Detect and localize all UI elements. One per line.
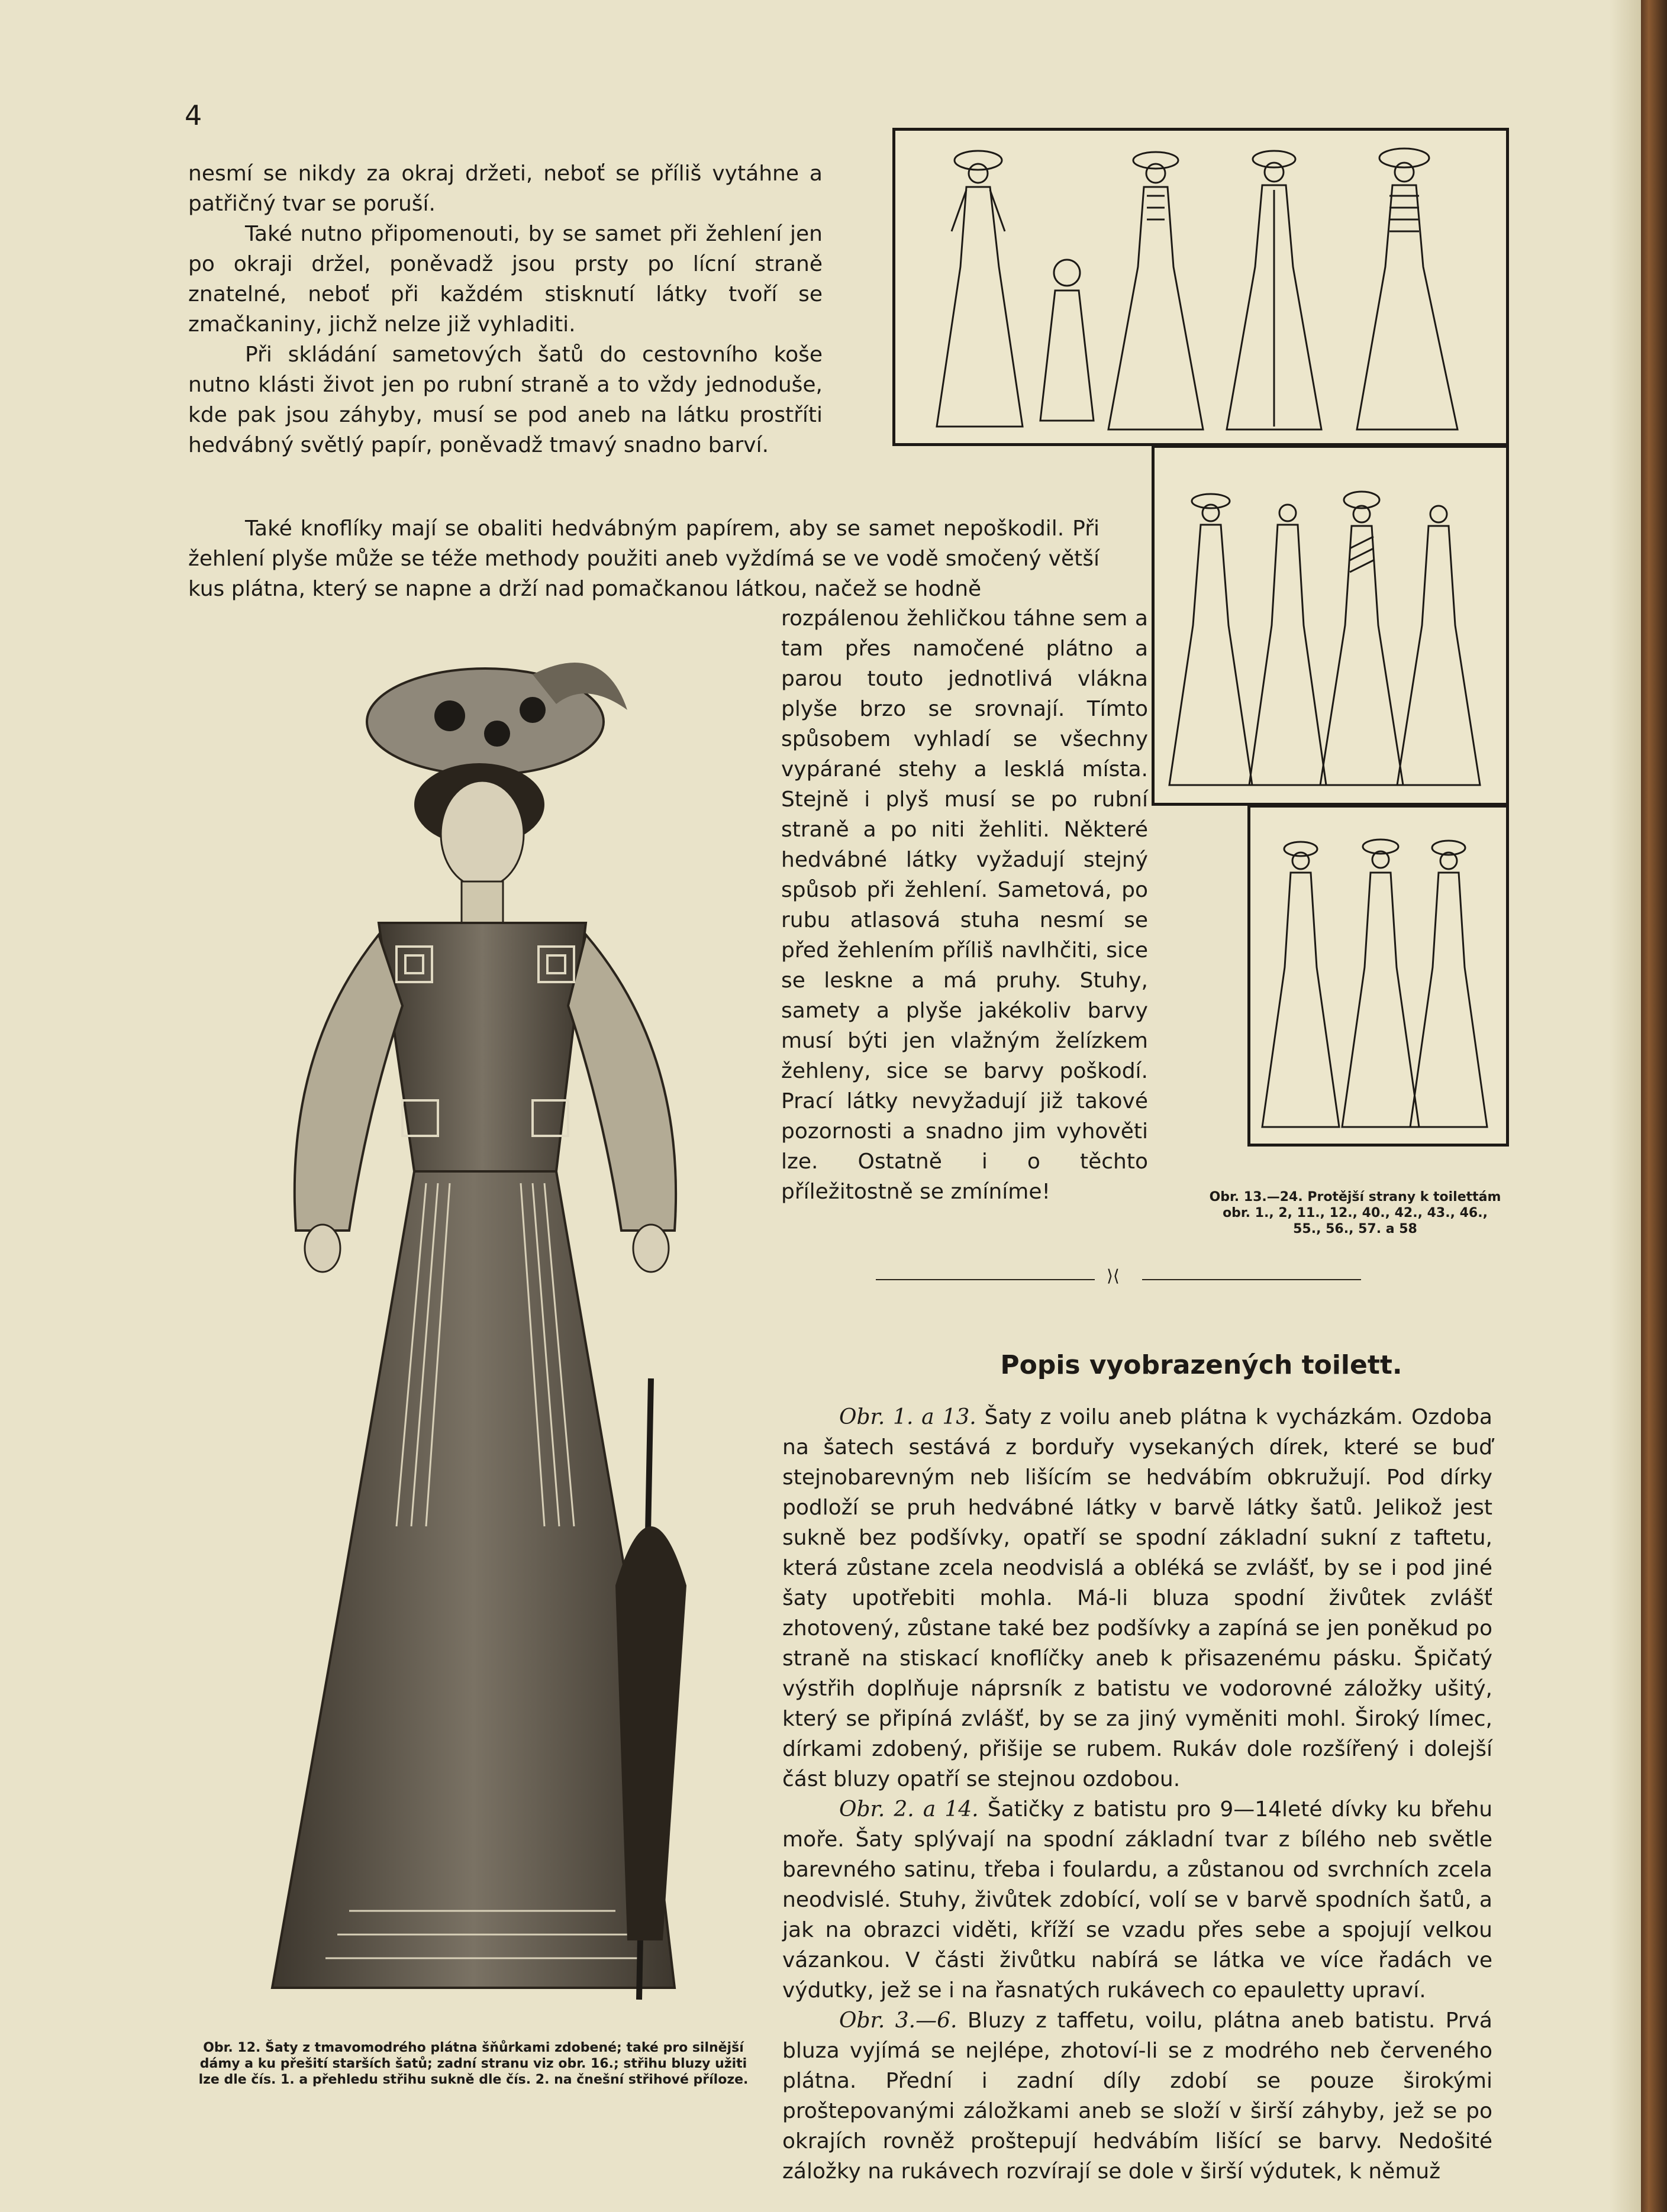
main-figure-caption: Obr. 12. Šaty z tmavomodrého plátna šňůrkami zdobené; také pro silnější dámy a ku přešití starších šatů; zadní stranu viz obr. 16.; střihu bluzy užiti lze dle čís. 1. a přehledu střihu sukně dle čís. 2. na čnešní střihové příloze.: [198, 2040, 749, 2087]
divider-line: [1142, 1279, 1361, 1280]
figure-reference: Obr. 3.—6.: [839, 2008, 957, 2033]
paragraph: nesmí se nikdy za okraj držeti, neboť se příliš vytáhne a patřičný tvar se poruší.: [188, 162, 823, 216]
fashion-figures-group-3: [1247, 805, 1509, 1147]
fashion-figures-group-2: [1152, 445, 1509, 806]
figure-reference: Obr. 2. a 14.: [839, 1797, 979, 1822]
narrow-text-block: [781, 603, 1148, 1207]
fashion-sketch-illustration: [1250, 808, 1506, 1144]
description-paragraph: [782, 1794, 1492, 2006]
fashion-figures-group-1: [892, 128, 1509, 446]
section-title: Popis vyobrazených toilett.: [1000, 1350, 1402, 1380]
description-paragraph: [782, 1402, 1492, 1794]
description-text: Šaty z voilu aneb plátna k vycházkám. Ozdoba na šatech sestává z borduřy vysekaných dírek, které se buď stejnobarevným neb lišícím se hedvábím obkružují. Pod dírky podloží se pruh hedvábné látky v barvě látky šatů. Jelikož jest sukně bez podšívky, opatří se spodní základní sukní z taftetu, která zůstane zcela neodvislá a obléká se zvlášť, by se i pod jiné šaty upotřebiti mohla. Má-li bluza spodní živůtek zvlášť zhotovený, zůstane také bez podšívky a zapíná se jen poněkud po straně na stiskací knoflíčky aneb k přisazenému pásku. Špičatý výstřih doplňuje náprsník z batistu ve vodorovné záložky ušitý, který se připíná zvlášť, by se za jiný vyměniti mohl. Široký límec, dírkami zdobený, přišije se rubem. Rukáv dole rozšířený i dolejší část bluzy opatří se stejnou ozdobou.: [782, 1405, 1492, 1791]
section-divider: [876, 1266, 1373, 1286]
divider-ornament: ⟩⟨: [1107, 1266, 1120, 1286]
paragraph: rozpálenou žehličkou táhne sem a tam přes namočené plátno a parou touto jednotlivá vlákna plyše brzo se srovnají. Tímto spůsobem vyhladí se všechny vypárané stehy a lesklá místa. Stejně i plyš musí se po rubní straně a po niti žehliti. Některé hedvábné látky vyžadují stejný spůsob při žehlení. Sametová, po rubu atlasová stuha nesmí se před žehlením příliš navlhčiti, sice se leskne a má pruhy. Stuhy, samety a plyše jakékoliv barvy musí býti jen vlažným želízkem žehleny, sice se barvy poškodí. Prací látky nevyžadují již takové pozornosti a snadno jim vyhověti lze. Ostatně i o těchto příležitostně se zmíníme!: [781, 606, 1148, 1204]
description-paragraph: [782, 2006, 1492, 2187]
fashion-sketch-illustration: [895, 131, 1506, 443]
paragraph: Při skládání sametových šatů do cestovního koše nutno klásti život jen po rubní straně a to vždy jednoduše, kde pak jsou záhyby, musí se pod aneb na látku prostříti hedvábný světlý papír, poněvadž tmavý snadno barví.: [188, 343, 823, 457]
page-number: 4: [185, 99, 202, 131]
page-shadow: [1610, 0, 1645, 2212]
figure-reference: Obr. 1. a 13.: [839, 1405, 976, 1429]
fashion-sketch-illustration: [1155, 448, 1506, 803]
figures-caption: Obr. 13.—24. Protější strany k toilettám obr. 1., 2, 11., 12., 40., 42., 43., 46., 55., 56., 57. a 58: [1209, 1190, 1501, 1236]
wide-text-block: [188, 514, 1099, 604]
paragraph: Také knoflíky mají se obaliti hedvábným papírem, aby se samet nepoškodil. Při žehlení plyše může se téže methody použiti aneb vyždímá se ve vodě smočený větší kus plátna, který se napne a drží nad pomačkanou látkou, načež se hodně: [188, 516, 1099, 601]
paragraph: Také nutno připomenouti, by se samet při žehlení jen po okraji držel, poněvadž jsou prsty po lícní straně znatelné, neboť při každém stisknutí látky tvoří se zmačkaniny, jichž nelze již vyhladiti.: [188, 222, 823, 337]
description-text: Šatičky z batistu pro 9—14leté dívky ku břehu moře. Šaty splývají na spodní základní tvar z bílého neb světle barevného satinu, třeba i foulardu, a zůstanou od svrchních zcela neodvislé. Stuhy, živůtek zdobící, volí se v barvě spodních šatů, a jak na obrazci viděti, kříží se vzadu přes sebe a spojují velkou vázankou. V části živůtku nabírá se látka ve více řadách ve výdutky, jež se i na řasnatých rukávech co epauletty upraví.: [782, 1797, 1493, 2003]
woman-in-dress-illustration: [201, 639, 769, 2023]
description-text: Bluzy z taffetu, voilu, plátna aneb batistu. Prvá bluza vyjímá se nejlépe, zhotoví-li se z modrého neb červeného plátna. Přední i zadní díly zdobí se pouze širokými proštepovanými záložkami aneb se složí v širší záhyby, jež se po okrajích rovněž proštepují hedvábím lišící se barvy. Nedošité záložky na rukávech rozvírají se dole v širší výdutek, k němuž: [782, 2008, 1492, 2184]
divider-line: [876, 1279, 1095, 1280]
top-text-block: [188, 159, 823, 460]
book-binding-edge: [1641, 0, 1667, 2212]
descriptions-block: [782, 1402, 1492, 2187]
main-fashion-illustration: [201, 639, 769, 2023]
